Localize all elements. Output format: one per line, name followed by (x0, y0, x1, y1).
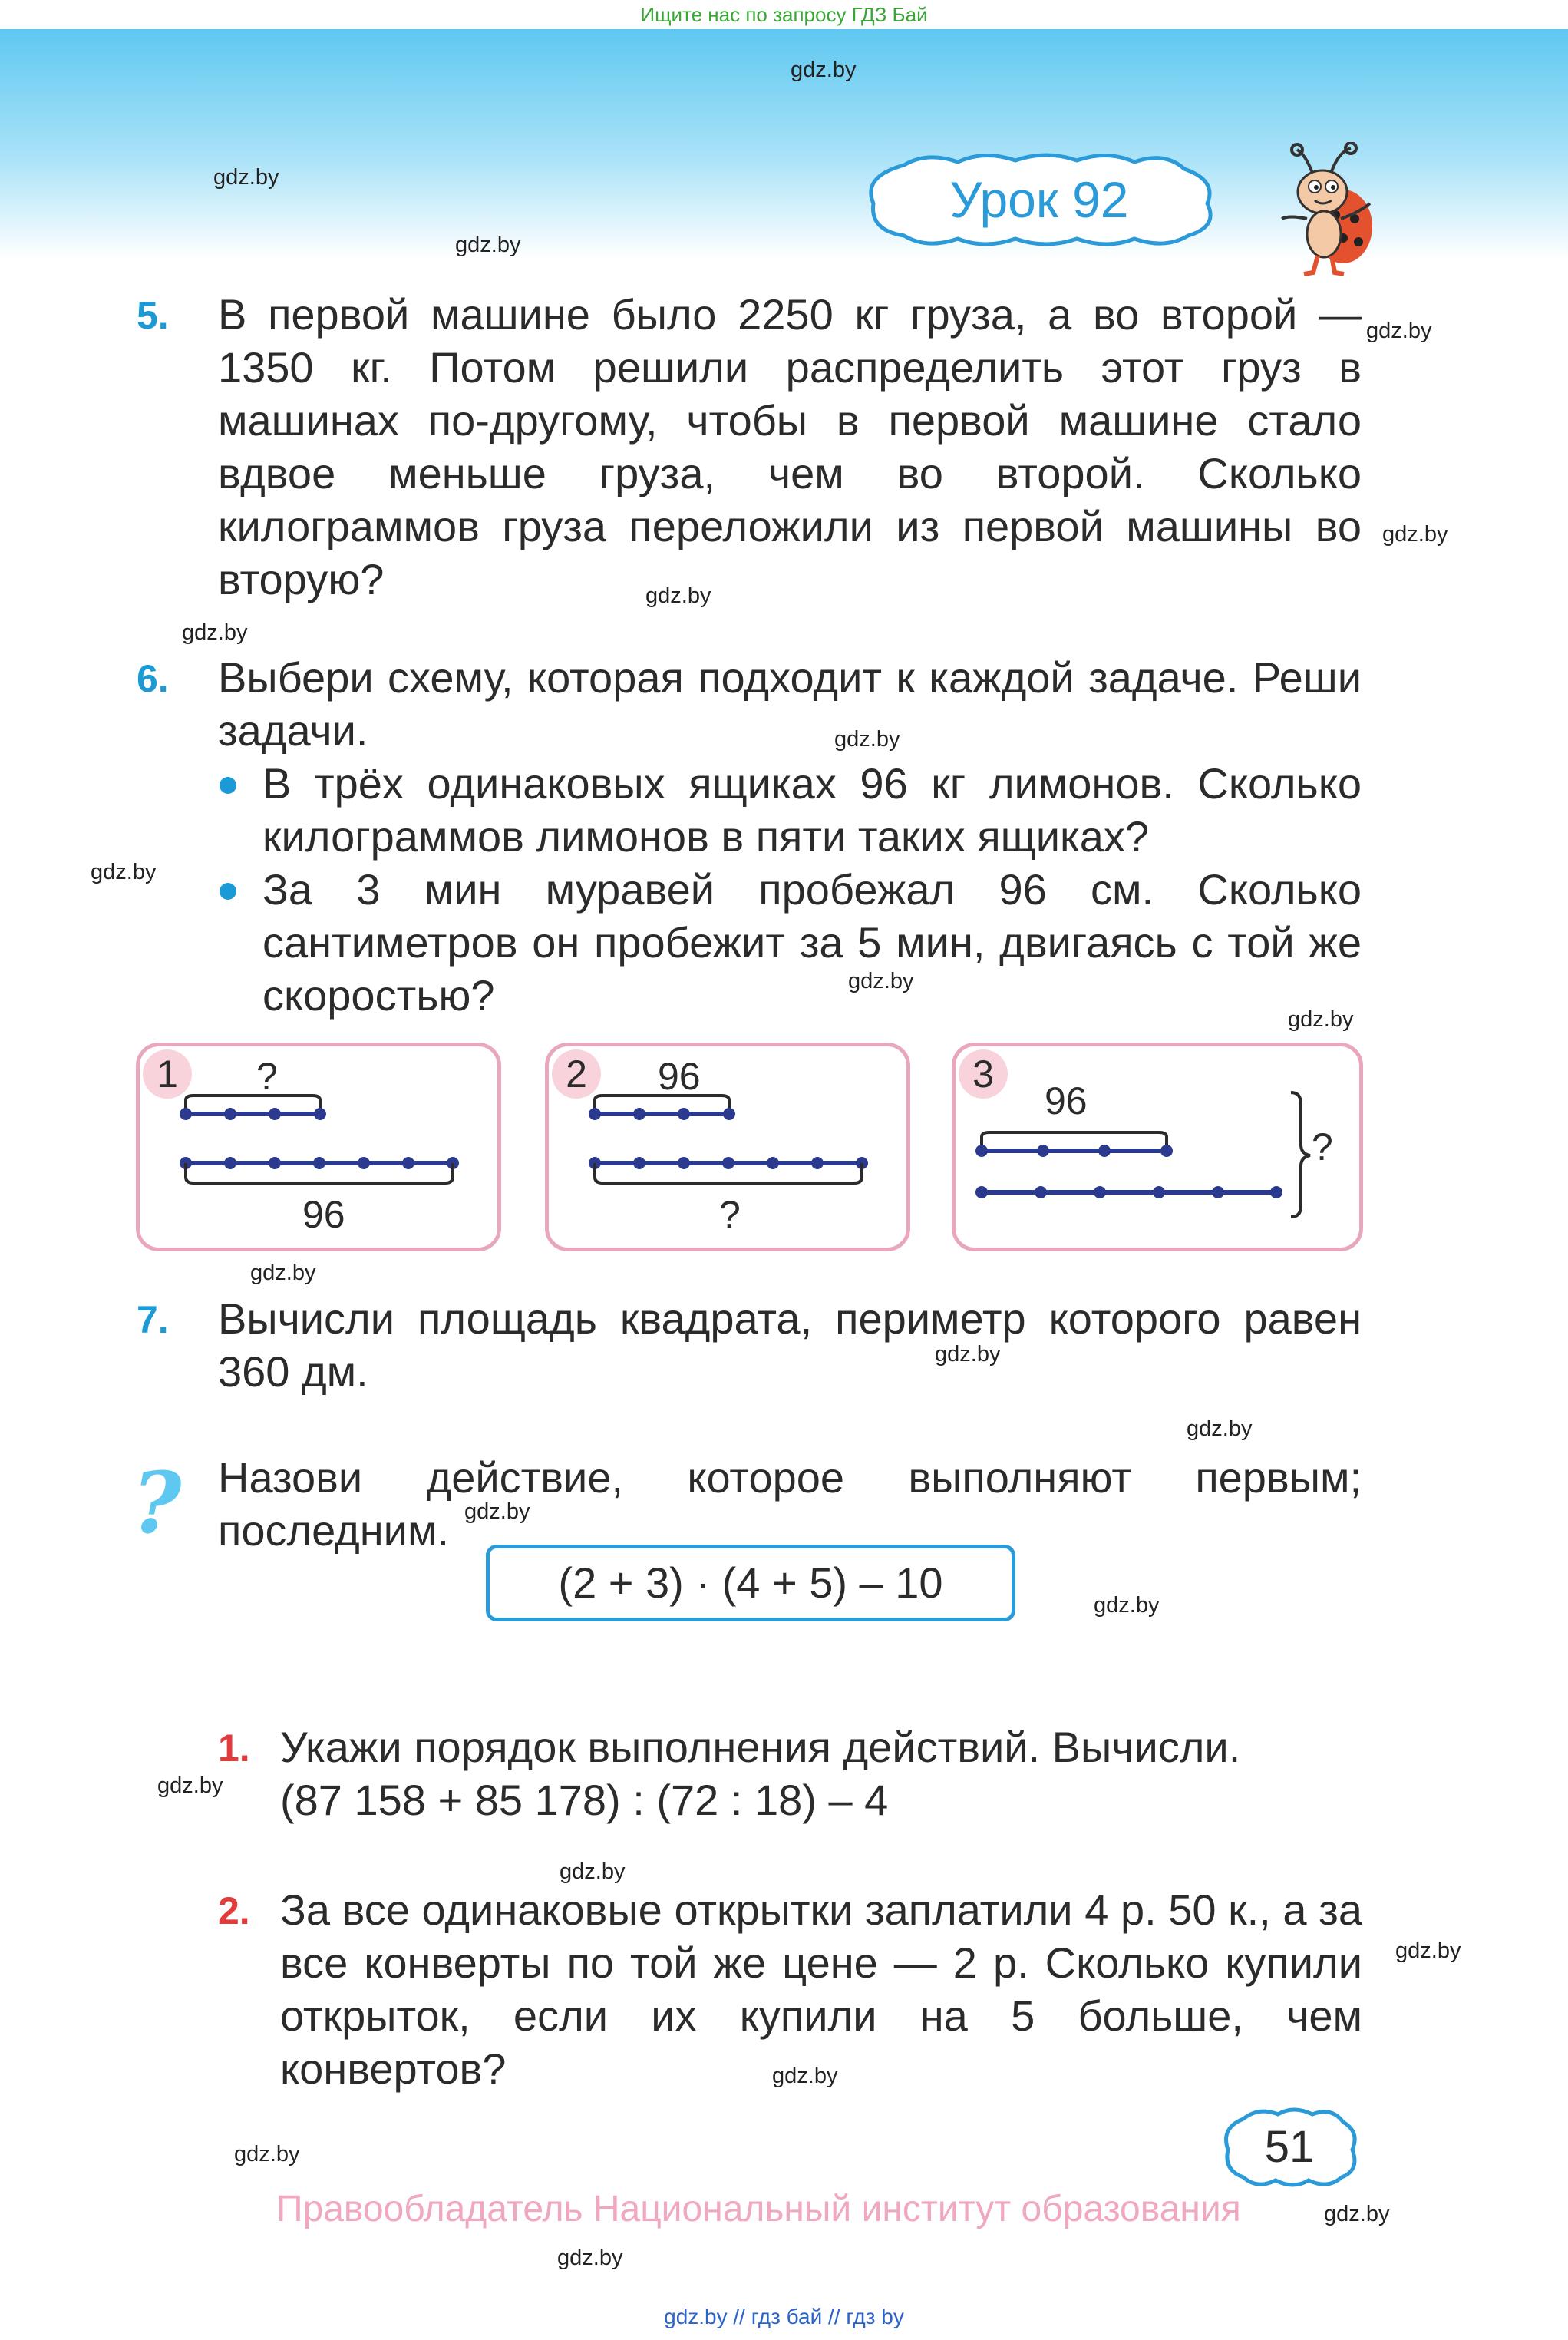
task-6-item: За 3 мин муравей пробежал 96 см. Сколько сантиметров он пробежит за 5 мин, двигаясь с той же скоростью? (262, 865, 1362, 1020)
scheme-top-label: ? (256, 1055, 278, 1098)
watermark: gdz.by (157, 1773, 223, 1798)
page-number: 51 (1264, 2122, 1315, 2172)
bullet-icon (220, 777, 236, 794)
task-number: 7. (137, 1298, 169, 1341)
scheme-side-label: ? (1312, 1125, 1333, 1168)
question-text: Назови действие, которое выполняют первым; последним. (218, 1453, 1362, 1555)
extra-task-number: 2. (218, 1889, 250, 1932)
lesson-badge (858, 150, 1220, 250)
watermark: gdz.by (791, 58, 857, 82)
scheme-bottom-label: 96 (302, 1193, 345, 1236)
scheme-number: 2 (552, 1049, 601, 1099)
watermark: gdz.by (772, 2064, 838, 2088)
bullet-icon (220, 883, 236, 900)
top-notice[interactable]: Ищите нас по запросу ГДЗ Бай (0, 0, 1568, 29)
scheme-3-diagram (956, 1046, 1359, 1248)
scheme-1 (136, 1043, 501, 1251)
question-icon: ? (132, 1453, 182, 1552)
watermark: gdz.by (91, 860, 157, 884)
watermark: gdz.by (234, 2142, 300, 2166)
watermark: gdz.by (1382, 522, 1448, 547)
watermark: gdz.by (455, 233, 521, 257)
task-number: 6. (137, 657, 169, 700)
watermark: gdz.by (560, 1859, 626, 1884)
scheme-top-label: 96 (658, 1055, 701, 1098)
watermark: gdz.by (1187, 1416, 1253, 1441)
scheme-number: 1 (143, 1049, 192, 1099)
watermark: gdz.by (645, 583, 711, 608)
scheme-2 (545, 1043, 910, 1251)
watermark: gdz.by (935, 1342, 1001, 1367)
watermark: gdz.by (1094, 1593, 1160, 1618)
watermark: gdz.by (1395, 1938, 1461, 1963)
watermark: gdz.by (464, 1499, 530, 1524)
watermark: gdz.by (834, 727, 900, 752)
copyright: Правообладатель Национальный институт образования (276, 2189, 1241, 2229)
extra-task-1-line: Укажи порядок выполнения действий. Вычисли. (280, 1723, 1241, 1771)
watermark: gdz.by (213, 165, 279, 190)
page-number-badge (1220, 2105, 1358, 2190)
task-5-text: В первой машине было 2250 кг груза, а во второй — 1350 кг. Потом решили распределить этот груз в машинах по-другому, чтобы в первой машине стало вдвое меньше груза, чем во второй. Сколько килограммов груза переложили из первой машины во вторую? (218, 290, 1362, 603)
ladybug-icon (1270, 142, 1378, 280)
task-7-text: Вычисли площадь квадрата, периметр которого равен 360 дм. (218, 1294, 1362, 1396)
extra-task-2-text: За все одинаковые открытки заплатили 4 р. 50 к., а за все конверты по той же цене — 2 р. Сколько купили открыток, если их купили на 5 больше, чем конвертов? (280, 1886, 1362, 2093)
watermark: gdz.by (1324, 2202, 1390, 2226)
watermark: gdz.by (1288, 1007, 1354, 1032)
expression-box: (2 + 3) · (4 + 5) – 10 (486, 1545, 1015, 1621)
watermark: gdz.by (848, 969, 914, 993)
scheme-3 (952, 1043, 1363, 1251)
watermark: gdz.by (557, 2246, 623, 2270)
task-6-text: Выбери схему, которая подходит к каждой задаче. Реши задачи. (218, 653, 1362, 755)
scheme-top-label: 96 (1045, 1079, 1088, 1122)
watermark: gdz.by (250, 1261, 316, 1285)
scheme-bottom-label: ? (719, 1193, 741, 1236)
lesson-title: Урок 92 (949, 171, 1129, 228)
scheme-number: 3 (959, 1049, 1008, 1099)
extra-task-number: 1. (218, 1727, 250, 1770)
footer-links[interactable]: gdz.by // гдз бай // гдз by (664, 2305, 904, 2328)
task-6-item: В трёх одинаковых ящиках 96 кг лимонов. Сколько килограммов лимонов в пяти таких ящиках? (262, 759, 1362, 861)
task-number: 5. (137, 294, 169, 337)
watermark: gdz.by (1366, 319, 1432, 343)
watermark: gdz.by (182, 620, 248, 645)
extra-task-1-expression: (87 158 + 85 178) : (72 : 18) – 4 (280, 1776, 889, 1824)
